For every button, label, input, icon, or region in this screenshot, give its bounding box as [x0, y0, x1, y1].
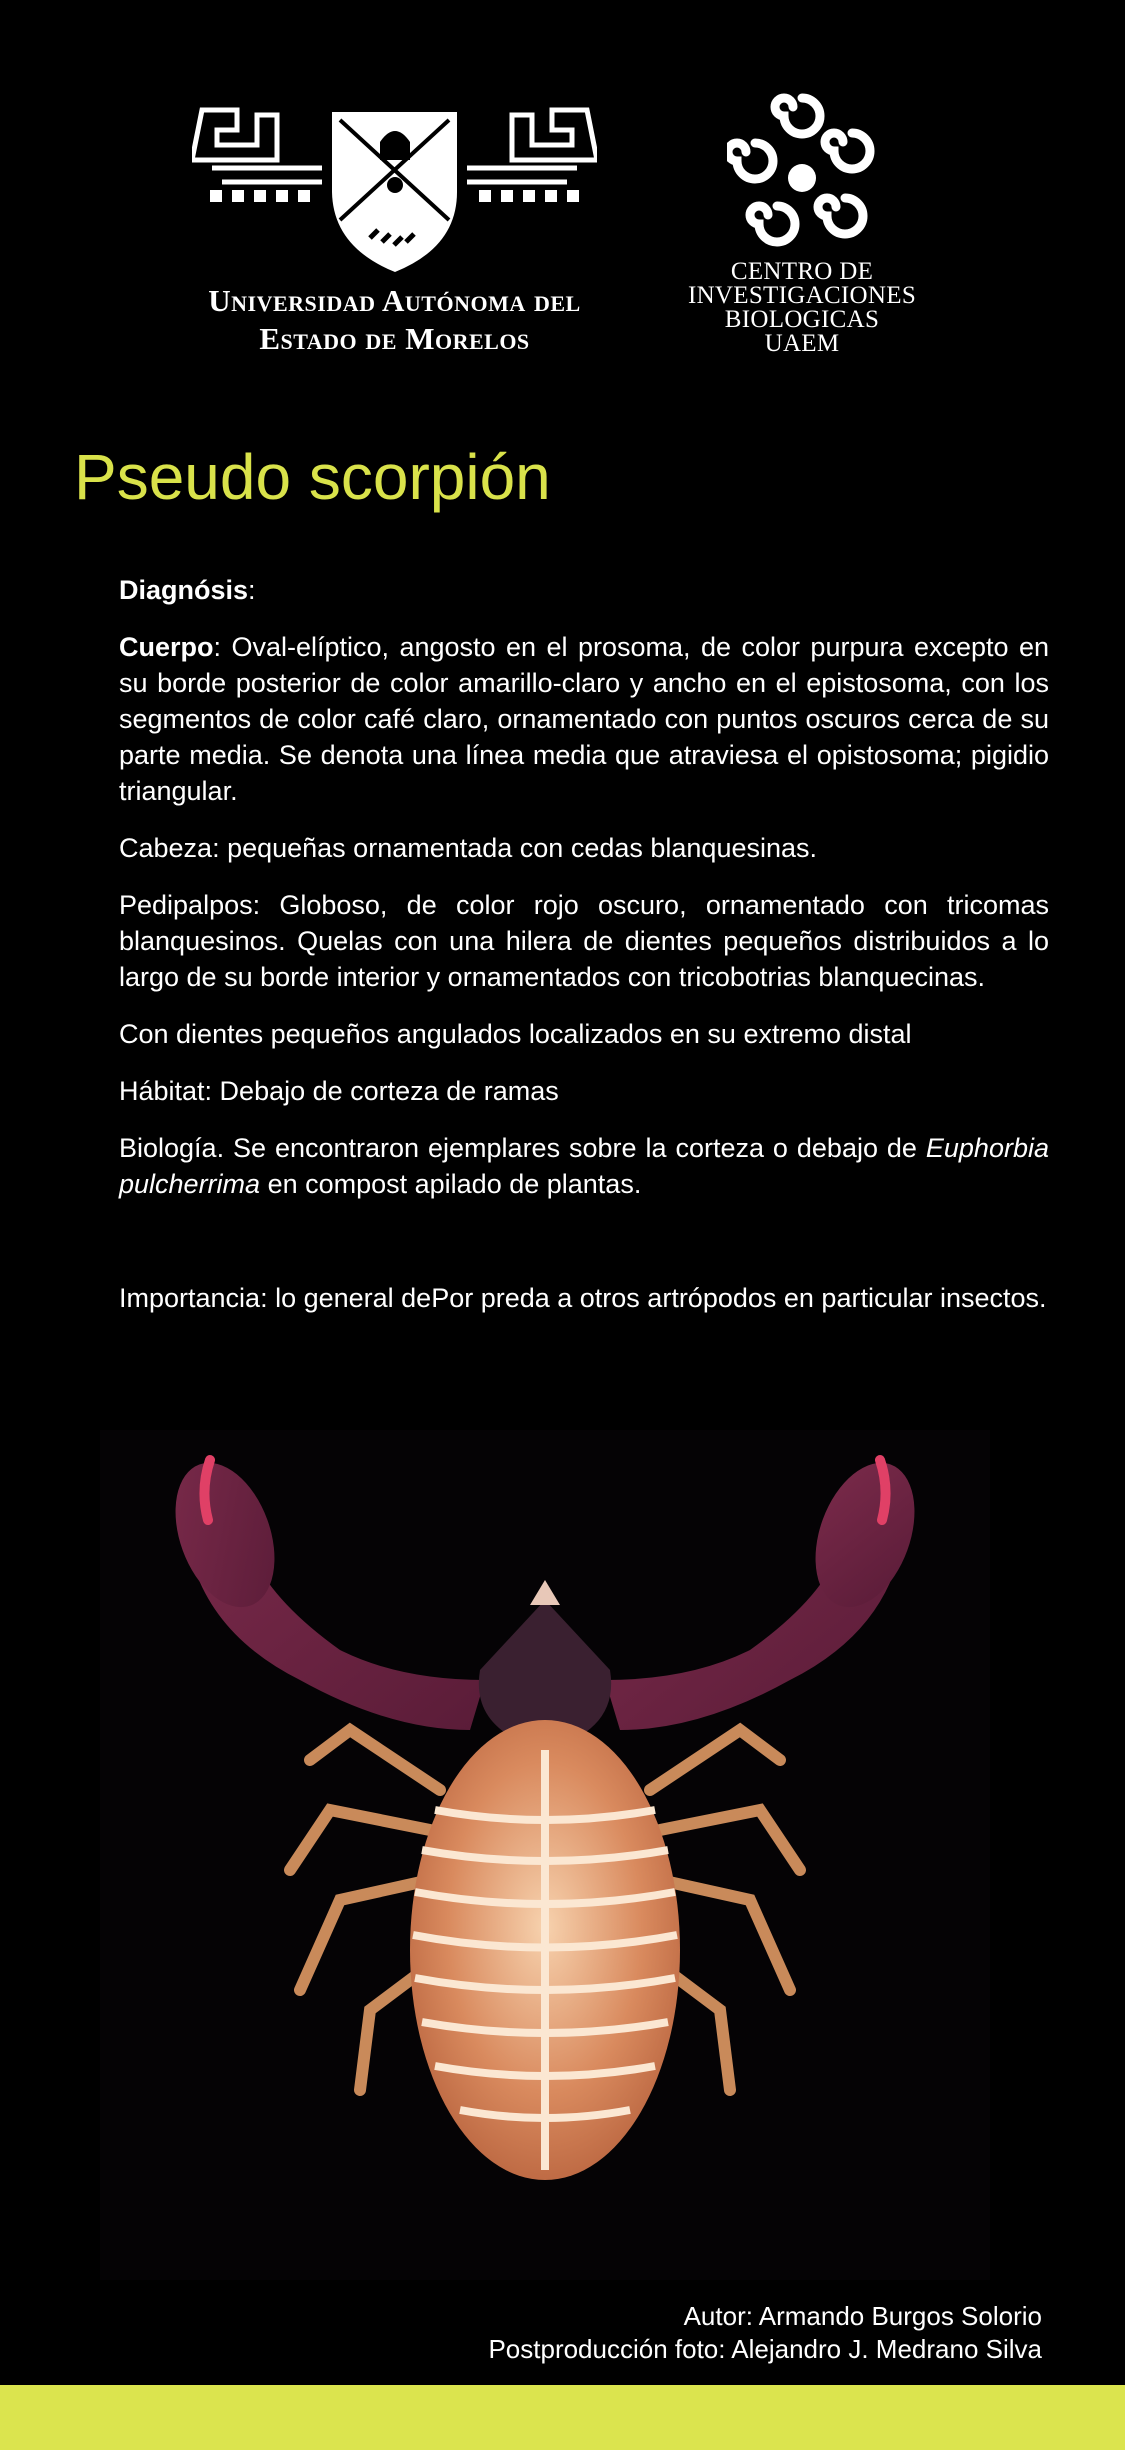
university-name [192, 282, 597, 358]
biology-species: Euphorbia pulcherrima [119, 1133, 1049, 1199]
center-name-line1: CENTRO DE [730, 258, 874, 285]
teeth-paragraph: Con dientes pequeños angulados localizados en su extremo distal [119, 1019, 912, 1049]
cib-logo [672, 88, 932, 356]
diagnosis-heading-line [119, 572, 1049, 608]
diagnosis-heading: Diagnósis [119, 575, 249, 605]
biology-text-post: en compost apilado de plantas. [260, 1169, 642, 1199]
center-name-line2: INVESTIGACIONES [687, 282, 917, 309]
head-paragraph: Cabeza: pequeñas ornamentada con cedas blanquesinas. [119, 833, 818, 863]
author-credit: Autor: Armando Burgos Solorio [683, 2301, 1042, 2331]
body-text: : Oval-elíptico, angosto en el prosoma, de color purpura excepto en su borde posterior de color amarillo-claro y ancho en el epistosoma, con los segmentos de color café claro, ornamentado con puntos oscuros cerca de su parte media. Se denota una línea media que atraviesa el opistosoma; pigidio triangular. [119, 632, 1049, 806]
importance-paragraph: Importancia: lo general dePor preda a otros artrópodos en particular insectos. [119, 1283, 1047, 1313]
pedipalps-paragraph: Pedipalpos: Globoso, de color rojo oscuro, ornamentado con tricomas blanquesinos. Quelas con una hilera de dientes pequeños distribuidos a lo largo de su borde interior y ornamentados con tricobotrias blanquecinas. [119, 890, 1049, 992]
bottom-accent-bar [0, 2385, 1125, 2450]
pseudoscorpion-photo [100, 1430, 990, 2280]
page-title: Pseudo scorpión [74, 441, 551, 513]
biology-paragraph [119, 1130, 1049, 1202]
center-name-line3: BIOLOGICAS [724, 306, 880, 333]
biology-text-pre: Biología. Se encontraron ejemplares sobre la corteza o debajo de [119, 1133, 926, 1163]
habitat-paragraph: Hábitat: Debajo de corteza de ramas [119, 1076, 559, 1106]
spiral-emblem-icon [727, 88, 877, 258]
description [119, 572, 1049, 1337]
header [0, 80, 1125, 380]
body-paragraph [119, 629, 1049, 809]
diagnosis-colon: : [248, 575, 256, 605]
uaem-logo [192, 90, 597, 358]
credits [488, 2300, 1042, 2366]
center-name-line4: UAEM [764, 330, 840, 357]
uaem-crest-icon [192, 90, 597, 280]
photo-credit: Postproducción foto: Alejandro J. Medrano Silva [488, 2334, 1042, 2364]
university-name-line1: Universidad Autónoma del [208, 283, 581, 318]
university-name-line2: Estado de Morelos [259, 321, 530, 356]
center-name [672, 260, 932, 356]
body-label: Cuerpo [119, 632, 214, 662]
